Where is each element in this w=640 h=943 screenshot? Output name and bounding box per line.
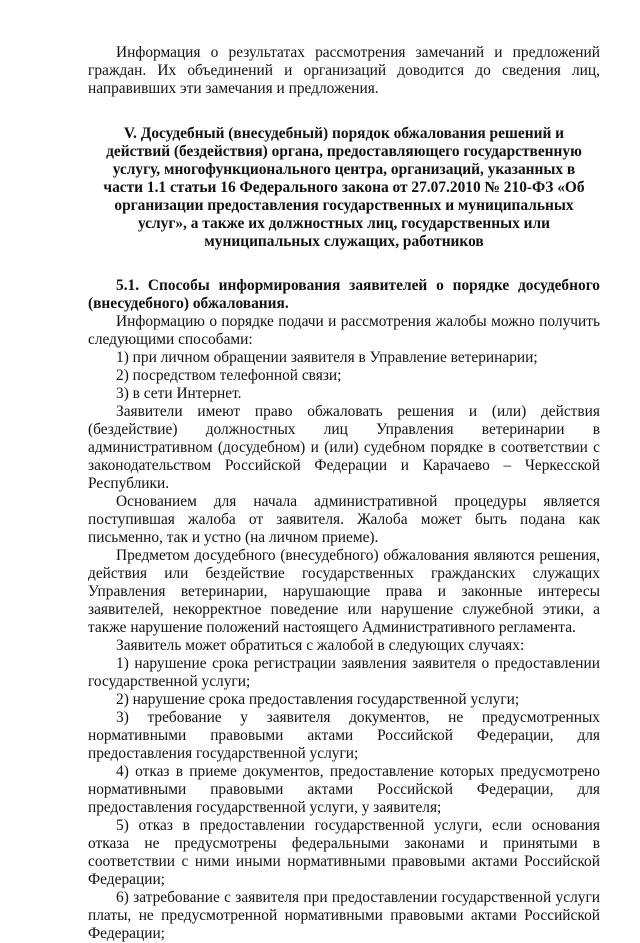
basis-paragraph: Основанием для начала административной процедуры является поступившая жалоба от заявителя. Жалоба может быть подана как письменно, так и устно (на личном приеме). xyxy=(88,493,600,546)
right-to-appeal-paragraph: Заявители имеют право обжаловать решения и (или) действия (бездействие) должностных лиц Управления ветеринарии в административном (досудебном) и (или) судебном порядке в соответствии с законодательством Российской Федерации и Карачаево – Черкесской Республики. xyxy=(88,403,600,492)
cases-list-item: 6) затребование с заявителя при предоставлении государственной услуги платы, не предусмотренной нормативными правовыми актами Российской Федерации; xyxy=(88,889,600,942)
cases-list-item: 4) отказ в приеме документов, предоставление которых предусмотрено нормативными правовыми актами Российской Федерации, для предоставления государственной услуги, у заявителя; xyxy=(88,763,600,816)
cases-list-item: 2) нарушение срока предоставления государственной услуги; xyxy=(116,691,520,708)
cases-intro-paragraph: Заявитель может обратиться с жалобой в следующих случаях: xyxy=(116,637,525,654)
ways-list-item: 2) посредством телефонной связи; xyxy=(116,367,342,384)
ways-list-item: 3) в сети Интернет. xyxy=(116,385,242,402)
cases-list-item: 3) требование у заявителя документов, не предусмотренных нормативными правовыми актами Российской Федерации, для предоставления государственной услуги; xyxy=(88,709,600,762)
subsection-heading: 5.1. Способы информирования заявителей о порядке досудебного (внесудебного) обжалования. xyxy=(88,277,600,312)
cases-list-item: 1) нарушение срока регистрации заявления заявителя о предоставлении государственной услуги; xyxy=(88,655,600,690)
intro-paragraph: Информация о результатах рассмотрения замечаний и предложений граждан. Их объединений и организаций доводится до сведения лиц, направивших эти замечания и предложения. xyxy=(88,44,600,97)
document-page xyxy=(88,44,600,943)
section-heading: V. Досудебный (внесудебный) порядок обжалования решений и действий (бездействия) органа, предоставляющего государственную услугу, многофункционального центра, организаций, указанных в части 1.1 статьи 16 Федерального закона от 27.07.2010 № 210-ФЗ «Об организации предоставления государственных и муниципальных услуг», а также их должностных лиц, государственных или муниципальных служащих, работников xyxy=(103,125,585,250)
cases-list-item: 5) отказ в предоставлении государственной услуги, если основания отказа не предусмотрены федеральными законами и принятыми в соответствии с ними иными нормативными правовыми актами Российской Федерации; xyxy=(88,817,600,888)
ways-list-item: 1) при личном обращении заявителя в Управление ветеринарии; xyxy=(116,349,538,366)
ways-intro-paragraph: Информацию о порядке подачи и рассмотрения жалобы можно получить следующими способами: xyxy=(88,313,600,348)
subject-paragraph: Предметом досудебного (внесудебного) обжалования являются решения, действия или бездействие государственных гражданских служащих Управления ветеринарии, нарушающие права и законные интересы заявителей, некорректное поведение или нарушение служебной этики, а также нарушение положений настоящего Административного регламента. xyxy=(88,547,600,636)
